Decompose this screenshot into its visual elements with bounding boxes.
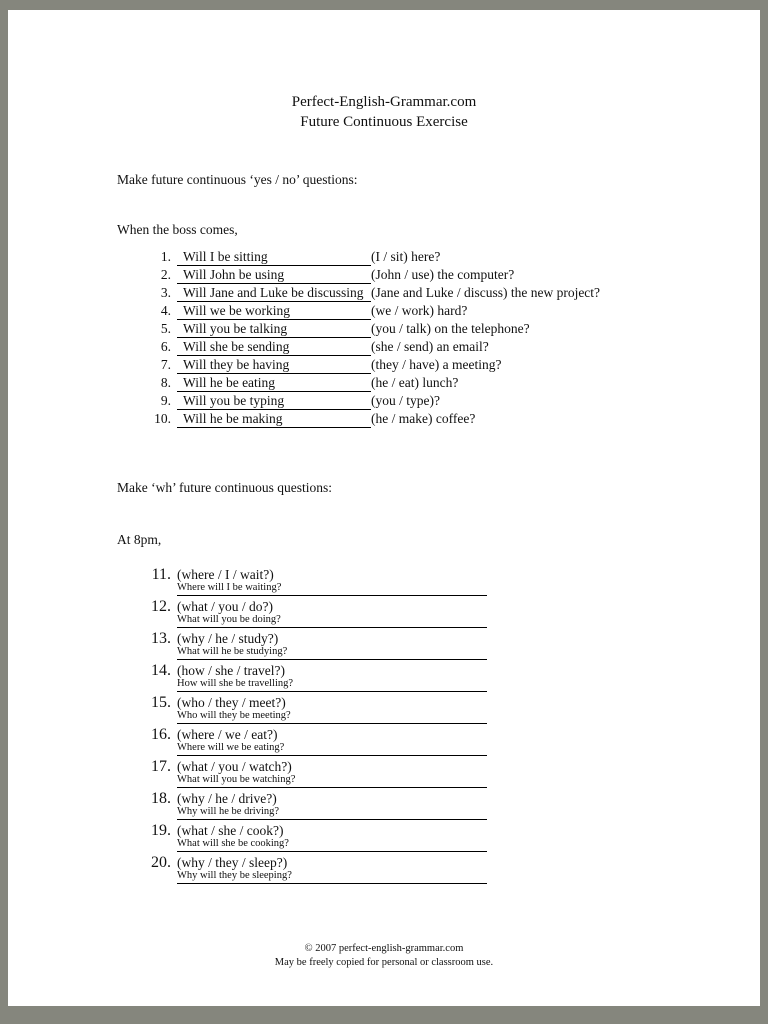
exercise-item bbox=[147, 302, 720, 320]
exercise-item bbox=[147, 822, 720, 852]
item-content bbox=[177, 567, 487, 596]
item-content bbox=[177, 823, 487, 852]
exercise-item bbox=[147, 356, 720, 374]
answer-blank: Will I be sitting bbox=[177, 248, 371, 266]
item-prompt: (we / work) hard? bbox=[371, 303, 468, 318]
exercise-item bbox=[147, 726, 720, 756]
section1-instruction: Make future continuous ‘yes / no’ questions: bbox=[117, 172, 358, 187]
license-line: May be freely copied for personal or classroom use. bbox=[274, 957, 494, 968]
item-prompt: (why / he / study?) bbox=[177, 631, 279, 646]
item-prompt: (what / she / cook?) bbox=[177, 823, 284, 838]
answer-blank: Will she be sending bbox=[177, 338, 371, 356]
item-number: 6. bbox=[160, 339, 171, 354]
item-number: 2. bbox=[160, 267, 171, 282]
document-title bbox=[117, 92, 651, 132]
item-content bbox=[177, 599, 487, 628]
answer-blank: Will he be eating bbox=[177, 374, 371, 392]
exercise-item bbox=[147, 320, 720, 338]
item-prompt: (you / type)? bbox=[371, 393, 440, 408]
exercise-item bbox=[147, 266, 720, 284]
exercise-item bbox=[147, 662, 720, 692]
item-prompt: (where / we / eat?) bbox=[177, 727, 278, 742]
section1-list bbox=[117, 248, 720, 428]
answer-blank: Will we be working bbox=[177, 302, 371, 320]
item-number: 5. bbox=[160, 321, 171, 336]
title-line-1: Perfect-English-Grammar.com bbox=[291, 94, 477, 110]
answer-line: What will he be studying? bbox=[177, 646, 487, 660]
item-number: 9. bbox=[160, 393, 171, 408]
item-prompt: (why / they / sleep?) bbox=[177, 855, 288, 870]
item-number: 14. bbox=[151, 662, 171, 679]
section2-instruction: Make ‘wh’ future continuous questions: bbox=[117, 480, 332, 495]
exercise-item bbox=[147, 410, 720, 428]
item-number: 12. bbox=[151, 598, 171, 615]
answer-line: Why will they be sleeping? bbox=[177, 870, 487, 884]
answer-line: What will she be cooking? bbox=[177, 838, 487, 852]
answer-blank: Will you be typing bbox=[177, 392, 371, 410]
item-content bbox=[177, 791, 487, 820]
exercise-item bbox=[147, 758, 720, 788]
exercise-item bbox=[147, 854, 720, 884]
answer-line: Where will I be waiting? bbox=[177, 582, 487, 596]
exercise-item bbox=[147, 598, 720, 628]
item-prompt: (they / have) a meeting? bbox=[371, 357, 502, 372]
item-prompt: (Jane and Luke / discuss) the new project? bbox=[371, 285, 601, 300]
item-content bbox=[177, 631, 487, 660]
item-prompt: (where / I / wait?) bbox=[177, 567, 274, 582]
item-number: 13. bbox=[151, 630, 171, 647]
exercise-item bbox=[147, 248, 720, 266]
exercise-item bbox=[147, 392, 720, 410]
item-number: 19. bbox=[151, 822, 171, 839]
exercise-item bbox=[147, 284, 720, 302]
item-number: 17. bbox=[151, 758, 171, 775]
answer-blank: Will Jane and Luke be discussing bbox=[177, 284, 371, 302]
answer-line: How will she be travelling? bbox=[177, 678, 487, 692]
item-content bbox=[177, 759, 487, 788]
item-prompt: (John / use) the computer? bbox=[371, 267, 515, 282]
answer-line: What will you be doing? bbox=[177, 614, 487, 628]
item-number: 11. bbox=[151, 566, 171, 583]
item-prompt: (she / send) an email? bbox=[371, 339, 489, 354]
exercise-item bbox=[147, 374, 720, 392]
exercise-item bbox=[147, 790, 720, 820]
answer-blank: Will you be talking bbox=[177, 320, 371, 338]
title-line-2: Future Continuous Exercise bbox=[300, 114, 468, 130]
answer-line: What will you be watching? bbox=[177, 774, 487, 788]
item-number: 7. bbox=[160, 357, 171, 372]
exercise-item bbox=[147, 338, 720, 356]
answer-blank: Will he be making bbox=[177, 410, 371, 428]
item-content bbox=[177, 727, 487, 756]
item-number: 1. bbox=[160, 249, 171, 264]
section2-list bbox=[117, 566, 720, 884]
item-prompt: (I / sit) here? bbox=[371, 249, 441, 264]
answer-line: Why will he be driving? bbox=[177, 806, 487, 820]
item-number: 16. bbox=[151, 726, 171, 743]
item-prompt: (what / you / watch?) bbox=[177, 759, 292, 774]
page-footer bbox=[117, 942, 651, 970]
answer-blank: Will they be having bbox=[177, 356, 371, 374]
exercise-item bbox=[147, 694, 720, 724]
exercise-item bbox=[147, 566, 720, 596]
item-prompt: (he / make) coffee? bbox=[371, 411, 476, 426]
section2-context: At 8pm, bbox=[117, 532, 162, 547]
item-number: 4. bbox=[160, 303, 171, 318]
item-number: 15. bbox=[151, 694, 171, 711]
item-prompt: (what / you / do?) bbox=[177, 599, 273, 614]
section1-context: When the boss comes, bbox=[117, 222, 238, 237]
item-content bbox=[177, 663, 487, 692]
answer-blank: Will John be using bbox=[177, 266, 371, 284]
item-prompt: (who / they / meet?) bbox=[177, 695, 286, 710]
item-content bbox=[177, 855, 487, 884]
item-content bbox=[177, 695, 487, 724]
item-prompt: (why / he / drive?) bbox=[177, 791, 277, 806]
exercise-item bbox=[147, 630, 720, 660]
answer-line: Who will they be meeting? bbox=[177, 710, 487, 724]
item-number: 10. bbox=[154, 411, 171, 426]
item-number: 20. bbox=[151, 854, 171, 871]
worksheet-page bbox=[8, 10, 760, 1006]
item-prompt: (you / talk) on the telephone? bbox=[371, 321, 530, 336]
item-prompt: (how / she / travel?) bbox=[177, 663, 285, 678]
item-prompt: (he / eat) lunch? bbox=[371, 375, 459, 390]
item-number: 18. bbox=[151, 790, 171, 807]
item-number: 3. bbox=[160, 285, 171, 300]
copyright-line: © 2007 perfect-english-grammar.com bbox=[304, 943, 464, 954]
item-number: 8. bbox=[160, 375, 171, 390]
answer-line: Where will we be eating? bbox=[177, 742, 487, 756]
